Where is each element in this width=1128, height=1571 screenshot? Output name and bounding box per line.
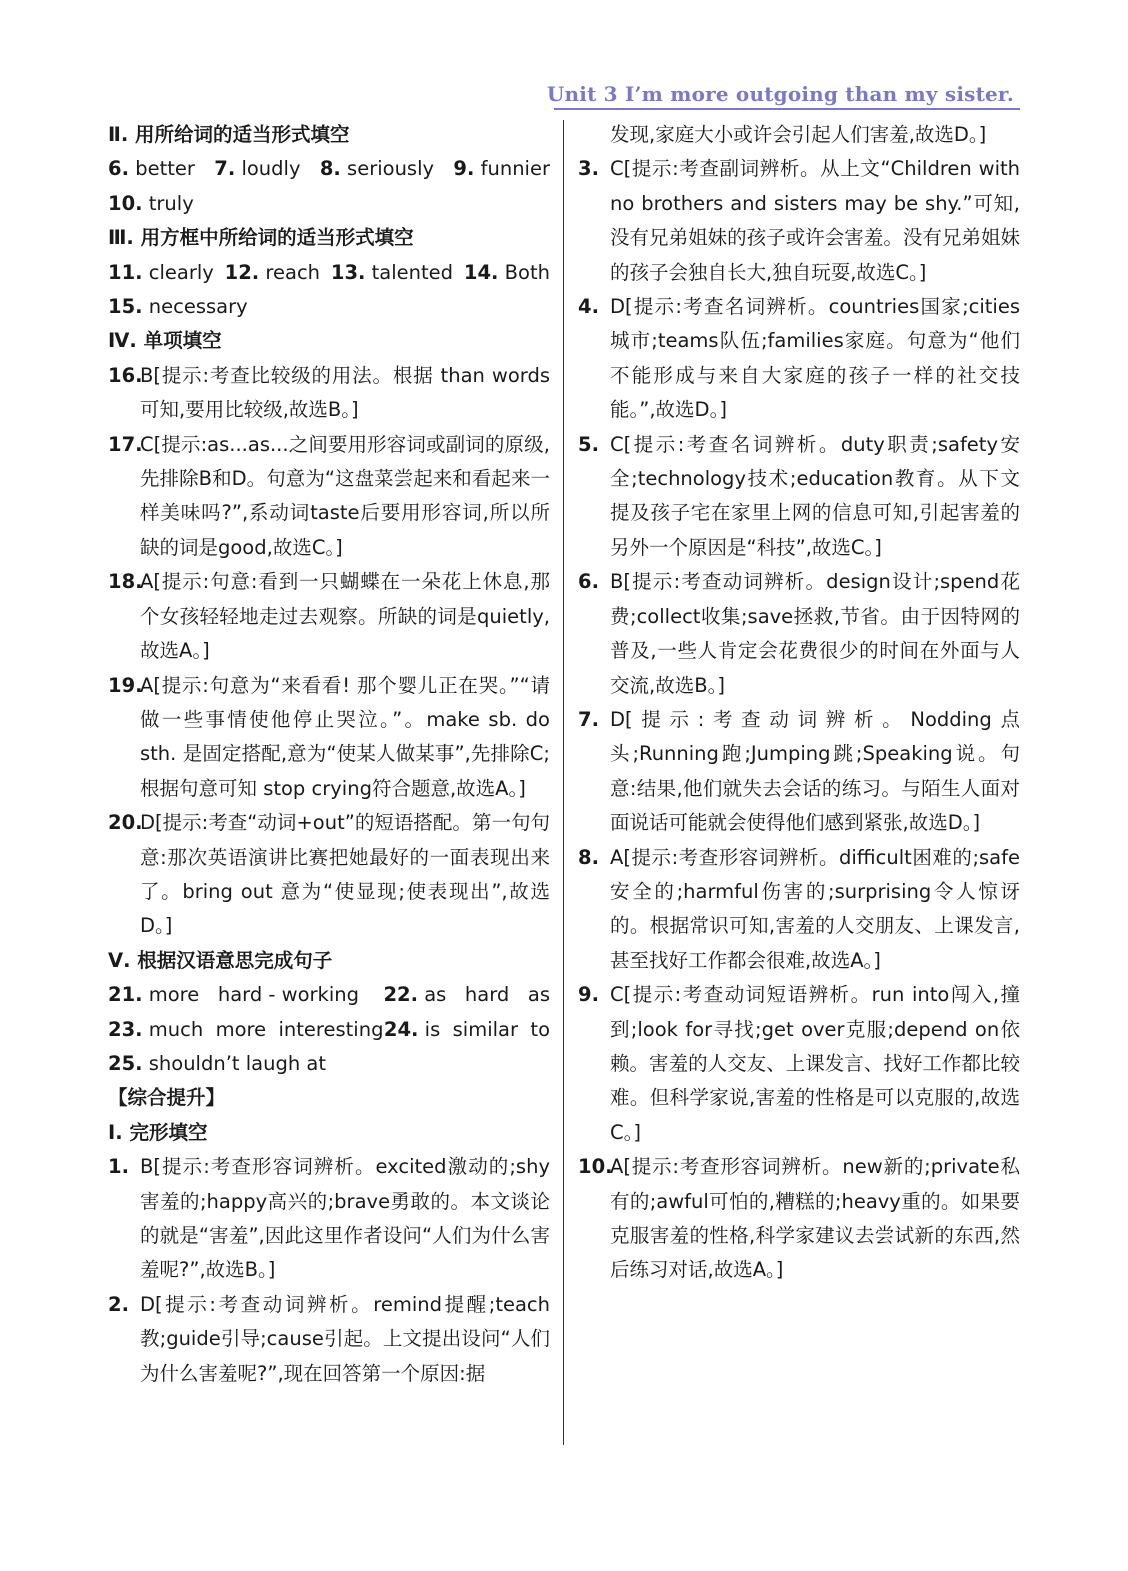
answer-number: 18. xyxy=(108,570,143,594)
answer-number: 2. xyxy=(108,1292,129,1316)
answer-item xyxy=(108,1150,550,1288)
answer-text: C[提示:as...as...之间要用形容词或副词的原级,先排除B和D。句意为“这盘菜尝起来和看起来一样美味吗?”,系动词taste后要用形容词,所以所缺的词是good,故选C。] xyxy=(140,432,550,559)
section-7-title: Ⅰ. 完形填空 xyxy=(108,1120,208,1144)
answer-item xyxy=(578,1150,1020,1288)
answer xyxy=(225,256,320,290)
answer-number: 9. xyxy=(453,157,475,181)
answer-item xyxy=(578,290,1020,428)
answer-number: 1. xyxy=(108,1155,129,1179)
answer xyxy=(108,1013,383,1047)
section-4-title: Ⅳ. 单项填空 xyxy=(108,329,222,353)
answer-number: 24. xyxy=(383,1017,419,1041)
answer-number: 19. xyxy=(108,673,143,697)
left-column xyxy=(108,118,550,1391)
answer-text: clearly xyxy=(148,260,214,284)
answer-number: 6. xyxy=(578,570,599,594)
page-header xyxy=(540,78,1020,112)
answer-row xyxy=(108,256,550,290)
answer-number: 25. xyxy=(108,1051,143,1075)
answer-number: 13. xyxy=(330,260,366,284)
answer-item xyxy=(578,978,1020,1150)
answer xyxy=(108,187,550,221)
answer-item xyxy=(108,359,550,428)
answer-number: 21. xyxy=(108,983,143,1007)
answer-text: D[提示:考查名词辨析。countries国家;cities城市;teams队伍;families家庭。句意为“他们不能形成与来自大家庭的孩子一样的社交技能。”,故选D。] xyxy=(610,295,1020,422)
answer xyxy=(384,1013,550,1047)
section-3-title: Ⅲ. 用方框中所给词的适当形式填空 xyxy=(108,226,414,250)
answer-number: 15. xyxy=(108,295,143,319)
answer-number: 4. xyxy=(578,295,599,319)
answer-item xyxy=(108,1288,550,1391)
section-5-title: Ⅴ. 根据汉语意思完成句子 xyxy=(108,948,333,972)
header-rule xyxy=(554,108,1020,110)
answer-text: D[提示:考查动词辨析。remind提醒;teach教;guide引导;cause引起。上文提出设问“人们为什么害羞呢?”,现在回答第一个原因:据 xyxy=(140,1292,550,1385)
answer-number: 23. xyxy=(108,1017,143,1041)
answer-row xyxy=(108,978,550,1012)
answer-number: 5. xyxy=(578,432,599,456)
answer-number: 7. xyxy=(578,707,599,731)
right-column xyxy=(578,118,1020,1288)
answer xyxy=(108,152,195,186)
answer-number: 10. xyxy=(108,191,143,215)
answer-text: better xyxy=(135,157,195,181)
answer-text: Both xyxy=(504,260,550,284)
answer xyxy=(464,256,550,290)
answer-number: 6. xyxy=(108,157,129,181)
answer-text: C[提示:考查副词辨析。从上文“Children with no brothers and sisters may be shy.”可知,没有兄弟姐妹的孩子或许会害羞。没有兄弟姐妹的孩子会独自长大,独自玩耍,故选C。] xyxy=(610,157,1020,284)
answer xyxy=(108,290,550,324)
answer-text: D[提示:考查动词辨析。Nodding点头;Running跑;Jumping跳;Speaking说。句意:结果,他们就失去会话的练习。与陌生人面对面说话可能就会使得他们感到紧张,故选D。] xyxy=(610,707,1020,835)
answer xyxy=(320,152,434,186)
answer-number: 20. xyxy=(108,811,143,835)
answer-number: 8. xyxy=(578,845,599,869)
answer-number: 7. xyxy=(214,157,236,181)
answer-number: 10. xyxy=(578,1155,613,1179)
answer-text: B[提示:考查动词辨析。design设计;spend花费;collect收集;save拯救,节省。由于因特网的普及,一些人肯定会花费很少的时间在外面与人交流,故选B。] xyxy=(610,570,1020,697)
answer-text: A[提示:考查形容词辨析。new新的;private私有的;awful可怕的,糟糕的;heavy重的。如果要克服害羞的性格,科学家建议去尝试新的东西,然后练习对话,故选A。] xyxy=(610,1155,1020,1282)
answer-text: 发现,家庭大小或许会引起人们害羞,故选D。] xyxy=(610,123,987,146)
answer xyxy=(214,152,300,186)
answer-number: 11. xyxy=(108,260,143,284)
answer-item xyxy=(578,152,1020,290)
answer-text: loudly xyxy=(241,157,301,181)
answer-text: C[提示:考查动词短语辨析。run into闯入,撞到;look for寻找;get over克服;depend on依赖。害羞的人交友、上课发言、找好工作都比较难。但科学家说,害羞的性格是可以克服的,故选C。] xyxy=(610,983,1020,1144)
answer-item xyxy=(578,703,1020,841)
answer-text: seriously xyxy=(347,157,435,181)
answer-text: more hard - working xyxy=(148,983,359,1007)
answer-text: shouldn’t laugh at xyxy=(148,1051,327,1075)
answer xyxy=(108,256,214,290)
answer-number: 9. xyxy=(578,983,599,1007)
answer-number: 22. xyxy=(383,983,419,1007)
answer-item xyxy=(108,428,550,566)
answer-text: reach xyxy=(265,260,321,284)
answer-number: 12. xyxy=(224,260,260,284)
answer-row xyxy=(108,152,550,186)
answer xyxy=(383,978,550,1012)
answer-item xyxy=(108,565,550,668)
answer-item xyxy=(578,841,1020,979)
answer-text: A[提示:考查形容词辨析。difficult困难的;safe安全的;harmful伤害的;surprising令人惊讶的。根据常识可知,害羞的人交朋友、上课发言,甚至找好工作都会很难,故选A。] xyxy=(610,845,1020,972)
answer-text: B[提示:考查比较级的用法。根据 than words可知,要用比较级,故选B。] xyxy=(140,363,550,422)
answer-text: is similar to xyxy=(424,1017,550,1041)
answer-number: 8. xyxy=(319,157,341,181)
answer-item xyxy=(578,428,1020,566)
unit-title: Unit 3 I’m more outgoing than my sister. xyxy=(546,82,1014,106)
section-6-title: 【综合提升】 xyxy=(108,1086,226,1110)
answer-item xyxy=(108,669,550,807)
answer-number: 14. xyxy=(463,260,499,284)
answer-text: A[提示:句意为“来看看! 那个婴儿正在哭。”“请做一些事情使他停止哭泣。”。make sb. do sth. 是固定搭配,意为“使某人做某事”,先排除C;根据句意可知 stop crying符合题意,故选A。] xyxy=(140,673,550,800)
answer-text: funnier xyxy=(480,157,550,181)
column-divider xyxy=(563,120,564,1445)
answer-number: 17. xyxy=(108,432,143,456)
answer-text: C[提示:考查名词辨析。duty职责;safety安全;technology技术;education教育。从下文提及孩子宅在家里上网的信息可知,引起害羞的另外一个原因是“科技”,故选C。] xyxy=(610,432,1020,559)
answer-item xyxy=(578,565,1020,703)
answer-item xyxy=(108,806,550,944)
answer-item-continued xyxy=(578,118,1020,152)
answer-text: much more interesting xyxy=(148,1017,384,1041)
answer xyxy=(453,152,550,186)
section-2-title: Ⅱ. 用所给词的适当形式填空 xyxy=(108,123,350,146)
answer-number: 16. xyxy=(108,363,143,387)
answer-text: A[提示:句意:看到一只蝴蝶在一朵花上休息,那个女孩轻轻地走过去观察。所缺的词是quietly,故选A。] xyxy=(140,570,550,663)
answer-number: 3. xyxy=(578,157,599,181)
answer-text: D[提示:考查“动词+out”的短语搭配。第一句句意:那次英语演讲比赛把她最好的一面表现出来了。bring out 意为“使显现;使表现出”,故选D。] xyxy=(140,811,550,938)
answer xyxy=(331,256,453,290)
answer xyxy=(108,1047,550,1081)
answer-text: as hard as xyxy=(424,983,550,1007)
answer-text: necessary xyxy=(148,295,248,319)
answer-row xyxy=(108,1013,550,1047)
answer-text: B[提示:考查形容词辨析。excited激动的;shy害羞的;happy高兴的;brave勇敢的。本文谈论的就是“害羞”,因此这里作者设问“人们为什么害羞呢?”,故选B。] xyxy=(140,1155,550,1282)
answer-text: truly xyxy=(148,191,194,215)
answer xyxy=(108,978,359,1012)
answer-text: talented xyxy=(371,260,454,284)
